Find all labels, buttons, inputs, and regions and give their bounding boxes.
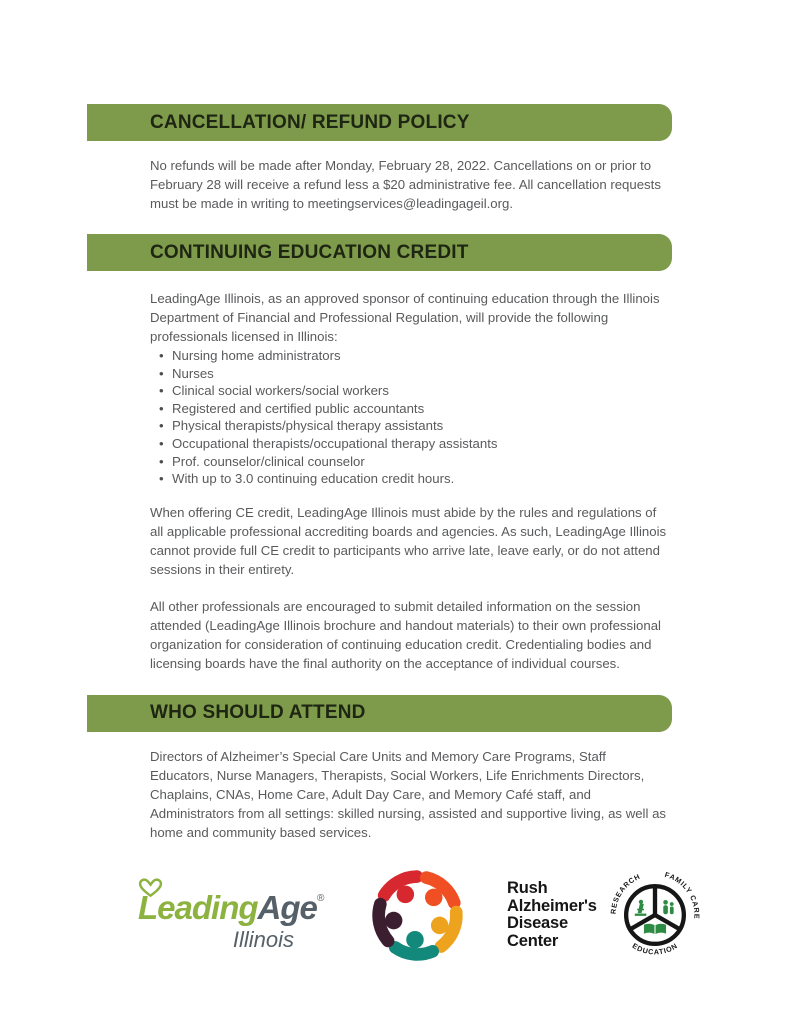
section-continuing-education	[0, 234, 791, 673]
rush-line: Rush	[507, 879, 548, 898]
list-item: • Registered and certified public accountants	[172, 400, 670, 418]
continuing-education-intro: LeadingAge Illinois, as an approved sponsor of continuing education through the Illinois Department of Financial and Professional Regulation, will provide the following professionals licensed in Illinois:	[150, 291, 660, 344]
section-who-should-attend	[0, 695, 791, 842]
who-should-attend-heading-bar	[87, 695, 672, 732]
rush-line: Alzheimer's	[507, 896, 597, 915]
ce-rules-paragraph: When offering CE credit, LeadingAge Illinois must abide by the rules and regulations of all applicable professional accrediting boards and agencies. As such, LeadingAge Illinois cannot provide full CE credit to participants who arrive late, leave early, or do not attend sessions in their entirety.	[150, 504, 667, 577]
person-head-orange-red	[425, 888, 443, 906]
continuing-education-body	[150, 289, 670, 673]
rush-emblem-icon	[605, 865, 705, 965]
emblem-word-family-care: FAMILY CARE	[663, 870, 702, 920]
other-professionals-paragraph: All other professionals are encouraged to submit detailed information on the session attended (LeadingAge Illinois brochure and handout materials) to their own professional organization for consideration of continuing education credit. Credentialing bodies and licensing boards have the final authority on the acceptance of individual courses.	[150, 598, 661, 671]
list-item: • With up to 3.0 continuing education credit hours.	[172, 470, 670, 488]
who-should-attend-heading: WHO SHOULD ATTEND	[150, 702, 366, 724]
rush-line: Center	[507, 931, 559, 950]
community-circle-logo	[364, 862, 471, 969]
cancellation-heading: CANCELLATION/ REFUND POLICY	[150, 111, 470, 133]
list-item: • Occupational therapists/occupational therapy assistants	[172, 435, 670, 453]
rush-adc-logo	[507, 865, 705, 965]
person-head-teal	[406, 931, 424, 949]
rush-line: Disease	[507, 914, 568, 933]
person-arc-teal	[395, 947, 432, 954]
heart-icon	[137, 877, 164, 899]
list-item: • Prof. counselor/clinical counselor	[172, 453, 670, 471]
registered-mark-icon: ®	[316, 893, 325, 905]
person-head-plum	[385, 912, 403, 930]
cancellation-paragraph: No refunds will be made after Monday, February 28, 2022. Cancellations on or prior to February 28 will receive a refund less a $20 administrative fee. All cancellation requests must be made in writing to meetingservices@leadingageil.org.	[150, 158, 661, 211]
leadingage-state-label: Illinois	[232, 927, 294, 953]
list-item: • Clinical social workers/social workers	[172, 382, 670, 400]
list-item: • Nurses	[172, 365, 670, 383]
leadingage-wordmark	[138, 877, 328, 927]
cancellation-heading-bar	[87, 104, 672, 141]
professions-list	[150, 347, 670, 488]
list-item: • Nursing home administrators	[172, 347, 670, 365]
emblem-word-education: EDUCATION	[630, 941, 680, 957]
who-should-attend-body	[150, 747, 670, 842]
cancellation-body	[150, 156, 670, 213]
list-item: • Physical therapists/physical therapy assistants	[172, 417, 670, 435]
emblem-word-research: RESEARCH	[608, 872, 642, 915]
continuing-education-heading-bar	[87, 234, 672, 271]
person-head-red	[397, 885, 415, 903]
logo-row	[138, 862, 791, 969]
microscope-icon	[635, 900, 647, 916]
rush-adc-wordmark	[507, 880, 597, 950]
leadingage-word-leading: Leading	[138, 889, 258, 927]
open-book-icon	[644, 924, 666, 935]
leadingage-word-age: Age	[257, 889, 317, 927]
continuing-education-heading: CONTINUING EDUCATION CREDIT	[150, 241, 469, 263]
leadingage-illinois-logo	[138, 877, 328, 953]
person-head-amber	[431, 916, 449, 934]
family-icon	[663, 900, 673, 914]
who-should-attend-paragraph: Directors of Alzheimer’s Special Care Units and Memory Care Programs, Staff Educators, Nurse Managers, Therapists, Social Workers, Life Enrichments Directors, Chaplains, CNAs, Home Care, Adult Day Care, and Memory Café staff, and Administrators from all settings: skilled nursing, assisted and supportive living, as well as home and community based services.	[150, 748, 666, 840]
section-cancellation-policy	[0, 104, 791, 213]
